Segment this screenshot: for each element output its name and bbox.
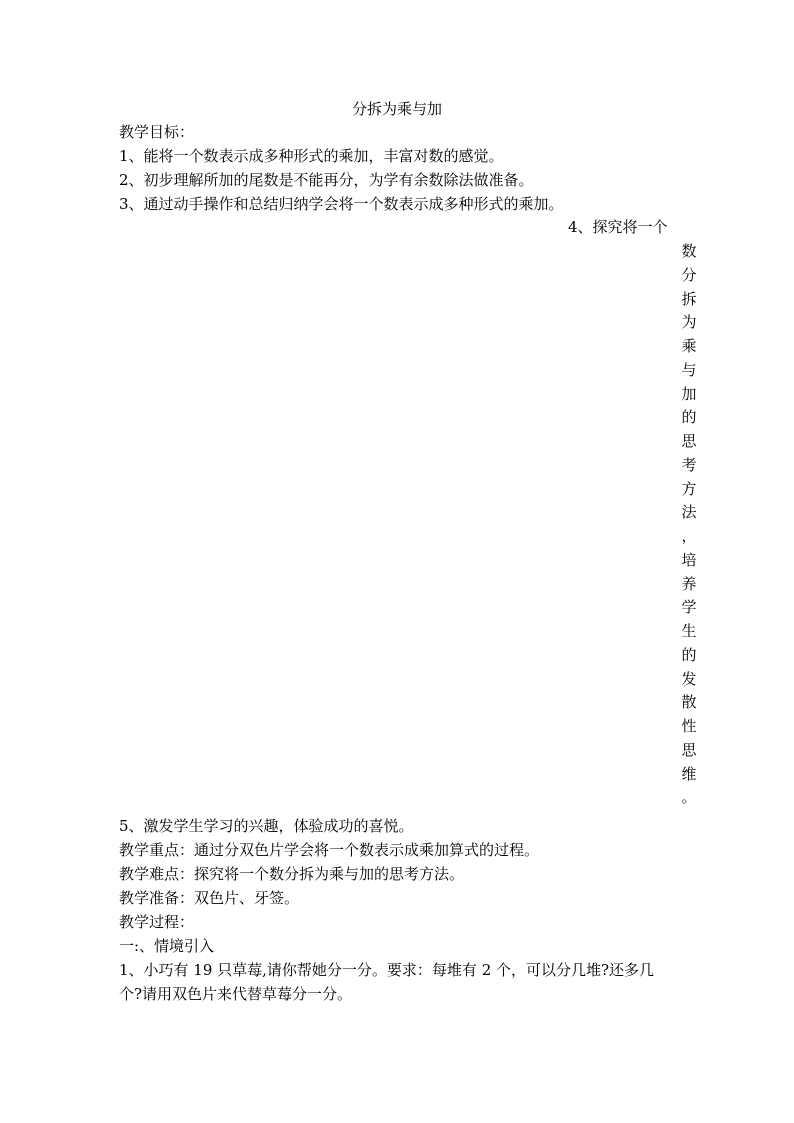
problem-1-line-1: 1、小巧有 19 只草莓,请你帮她分一分。要求：每堆有 2 个，可以分几堆?还多几 xyxy=(119,961,655,979)
objective-4-head: 4、探究将一个 xyxy=(568,218,668,236)
vertical-char: 考 xyxy=(681,455,697,474)
document-title: 分拆为乘与加 xyxy=(351,100,442,118)
objective-1: 1、能将一个数表示成多种形式的乘加，丰富对数的感觉。 xyxy=(119,147,504,165)
vertical-char: 数 xyxy=(681,242,697,260)
vertical-char: 培 xyxy=(681,550,697,569)
objective-2: 2、初步理解所加的尾数是不能再分，为学有余数除法做准备。 xyxy=(119,171,534,189)
vertical-char: 学 xyxy=(681,598,697,617)
vertical-char: ， xyxy=(681,527,697,545)
teaching-preparation: 教学准备：双色片、牙签。 xyxy=(119,889,300,907)
vertical-char: 的 xyxy=(681,408,697,427)
vertical-char: 乘 xyxy=(681,337,697,355)
vertical-char: 。 xyxy=(681,788,697,807)
vertical-char: 思 xyxy=(681,432,697,450)
objectives-heading: 教学目标： xyxy=(119,123,195,141)
problem-1-line-2: 个?请用双色片来代替草莓分一分。 xyxy=(119,985,353,1003)
vertical-char: 的 xyxy=(681,645,697,664)
process-heading: 教学过程： xyxy=(119,913,195,931)
difficult-point: 教学难点：探究将一个数分拆为乘与加的思考方法。 xyxy=(119,865,465,883)
vertical-char: 发 xyxy=(681,669,697,688)
vertical-char: 为 xyxy=(681,313,697,332)
objective-5: 5、激发学生学习的兴趣，体验成功的喜悦。 xyxy=(119,817,414,835)
objective-3: 3、通过动手操作和总结归纳学会将一个数表示成多种形式的乘加。 xyxy=(119,195,564,213)
section-1-heading: 一:、情境引入 xyxy=(119,937,215,955)
vertical-char: 法 xyxy=(681,503,697,522)
vertical-char: 性 xyxy=(681,717,697,735)
vertical-char: 散 xyxy=(681,693,697,712)
vertical-char: 方 xyxy=(681,479,697,498)
objective-4-vertical-text xyxy=(678,240,700,810)
vertical-char: 维 xyxy=(681,764,697,783)
vertical-char: 生 xyxy=(681,622,697,640)
key-point: 教学重点：通过分双色片学会将一个数表示成乘加算式的过程。 xyxy=(119,841,540,859)
vertical-char: 与 xyxy=(681,360,697,379)
vertical-char: 分 xyxy=(681,265,697,284)
vertical-char: 拆 xyxy=(681,289,697,308)
vertical-char: 思 xyxy=(681,740,697,759)
vertical-char: 加 xyxy=(681,384,697,403)
vertical-char: 养 xyxy=(681,574,697,593)
